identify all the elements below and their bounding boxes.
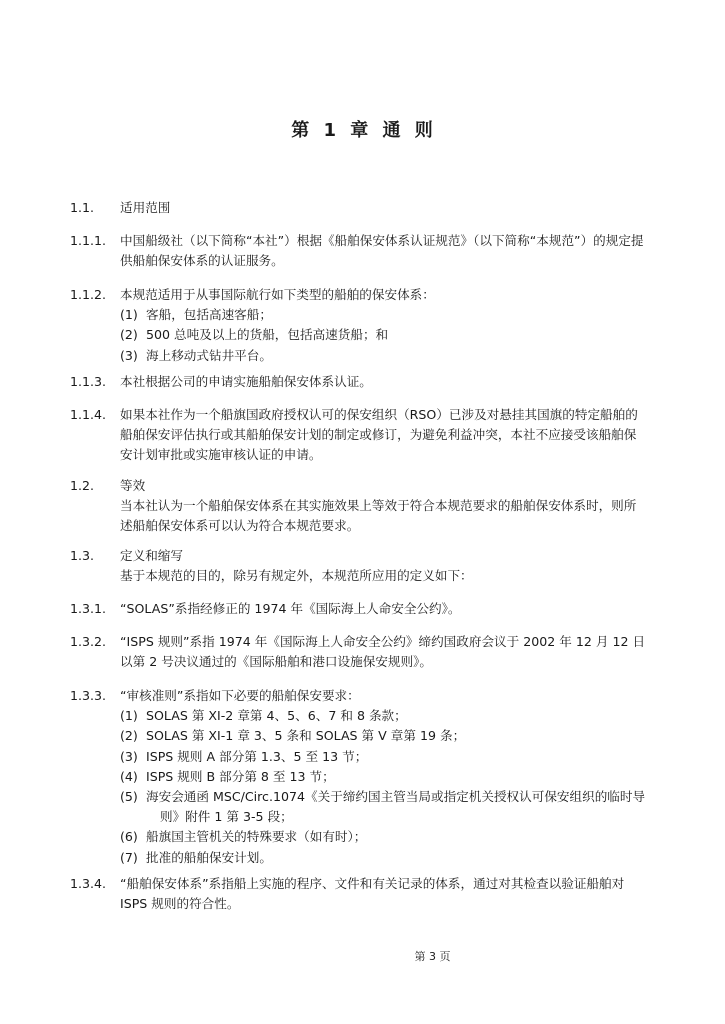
section-number: 1.3.4. xyxy=(70,876,107,891)
list-item: (1) SOLAS 第 XI-2 章第 4、5、6、7 和 8 条款； xyxy=(120,708,407,724)
section-number: 1.1.3. xyxy=(70,374,107,389)
list-item-continued: 则》附件 1 第 3-5 段； xyxy=(160,809,293,825)
section-number: 1.3.2. xyxy=(70,634,107,649)
section-number: 1.1.2. xyxy=(70,287,107,302)
list-item: (5) 海安会通函 MSC/Circ.1074《关于缔约国主管当局或指定机关授权认可保安组织的临时导 xyxy=(120,789,646,805)
section-1-3-3 xyxy=(70,686,660,868)
section-1-3-4 xyxy=(70,874,660,914)
section-1-1-3 xyxy=(70,372,660,392)
section-text: 安计划审批或实施审核认证的申请。 xyxy=(120,447,322,463)
section-text: 船舶保安评估执行或其船舶保安计划的制定或修订，为避免利益冲突，本社不应接受该船舶保 xyxy=(120,427,637,443)
section-text: “审核准则”系指如下必要的船舶保安要求： xyxy=(120,688,360,703)
section-1-3 xyxy=(70,546,660,586)
list-item: (6) 船旗国主管机关的特殊要求（如有时）； xyxy=(120,829,367,845)
section-1-1 xyxy=(70,198,660,218)
list-item: (3) 海上移动式钻井平台。 xyxy=(120,347,272,363)
section-text: 本社根据公司的申请实施船舶保安体系认证。 xyxy=(120,374,372,389)
list-item: (2) SOLAS 第 XI-1 章 3、5 条和 SOLAS 第 V 章第 19 条； xyxy=(120,728,466,744)
section-text: “ISPS 规则”系指 1974 年《国际海上人命安全公约》缔约国政府会议于 2002 年 12 月 12 日 xyxy=(120,634,646,649)
section-number: 1.3.1. xyxy=(70,601,107,616)
section-text: “SOLAS”系指经修正的 1974 年《国际海上人命安全公约》。 xyxy=(120,601,461,616)
section-number: 1.1.1. xyxy=(70,233,107,248)
section-text: 以第 2 号决议通过的《国际船舶和港口设施保安规则》。 xyxy=(120,654,432,670)
section-text: 当本社认为一个船舶保安体系在其实施效果上等效于符合本规范要求的船舶保安体系时，则所 xyxy=(120,498,637,514)
page-number: 第 3 页 xyxy=(414,950,451,963)
section-text: 如果本社作为一个船旗国政府授权认可的保安组织（RSO）已涉及对悬挂其国旗的特定船舶的 xyxy=(120,407,638,422)
section-text: ISPS 规则的符合性。 xyxy=(120,896,240,912)
section-1-1-2 xyxy=(70,285,660,366)
list-item: (3) ISPS 规则 A 部分第 1.3、5 至 13 节； xyxy=(120,748,368,764)
section-heading: 定义和缩写 xyxy=(120,548,183,563)
section-1-1-1 xyxy=(70,231,660,271)
chapter-title: 第 1 章 通 则 xyxy=(291,120,434,141)
list-item: (2) 500 总吨及以上的货船，包括高速货船；和 xyxy=(120,327,389,343)
section-1-2 xyxy=(70,476,660,537)
section-number: 1.2. xyxy=(70,478,95,493)
section-number: 1.3.3. xyxy=(70,688,107,703)
list-item: (7) 批准的船舶保安计划。 xyxy=(120,849,272,865)
section-1-1-4 xyxy=(70,405,660,466)
section-text: 中国船级社（以下简称“本社”）根据《船舶保安体系认证规范》（以下简称“本规范”）的规定提 xyxy=(120,233,644,248)
section-text: “船舶保安体系”系指船上实施的程序、文件和有关记录的体系，通过对其检查以验证船舶对 xyxy=(120,876,625,891)
section-number: 1.3. xyxy=(70,548,95,563)
section-1-3-2 xyxy=(70,632,660,672)
section-text: 基于本规范的目的，除另有规定外，本规范所应用的定义如下： xyxy=(120,568,473,584)
list-item: (4) ISPS 规则 B 部分第 8 至 13 节； xyxy=(120,768,335,784)
section-number: 1.1.4. xyxy=(70,407,107,422)
section-number: 1.1. xyxy=(70,200,95,215)
section-text: 述船舶保安体系可以认为符合本规范要求。 xyxy=(120,518,360,534)
section-1-3-1 xyxy=(70,599,660,619)
section-text: 供船舶保安体系的认证服务。 xyxy=(120,253,284,269)
section-heading: 等效 xyxy=(120,478,146,493)
list-item: (1) 客船，包括高速客船； xyxy=(120,307,272,323)
section-text: 适用范围 xyxy=(120,200,171,215)
section-text: 本规范适用于从事国际航行如下类型的船舶的保安体系： xyxy=(120,287,435,302)
